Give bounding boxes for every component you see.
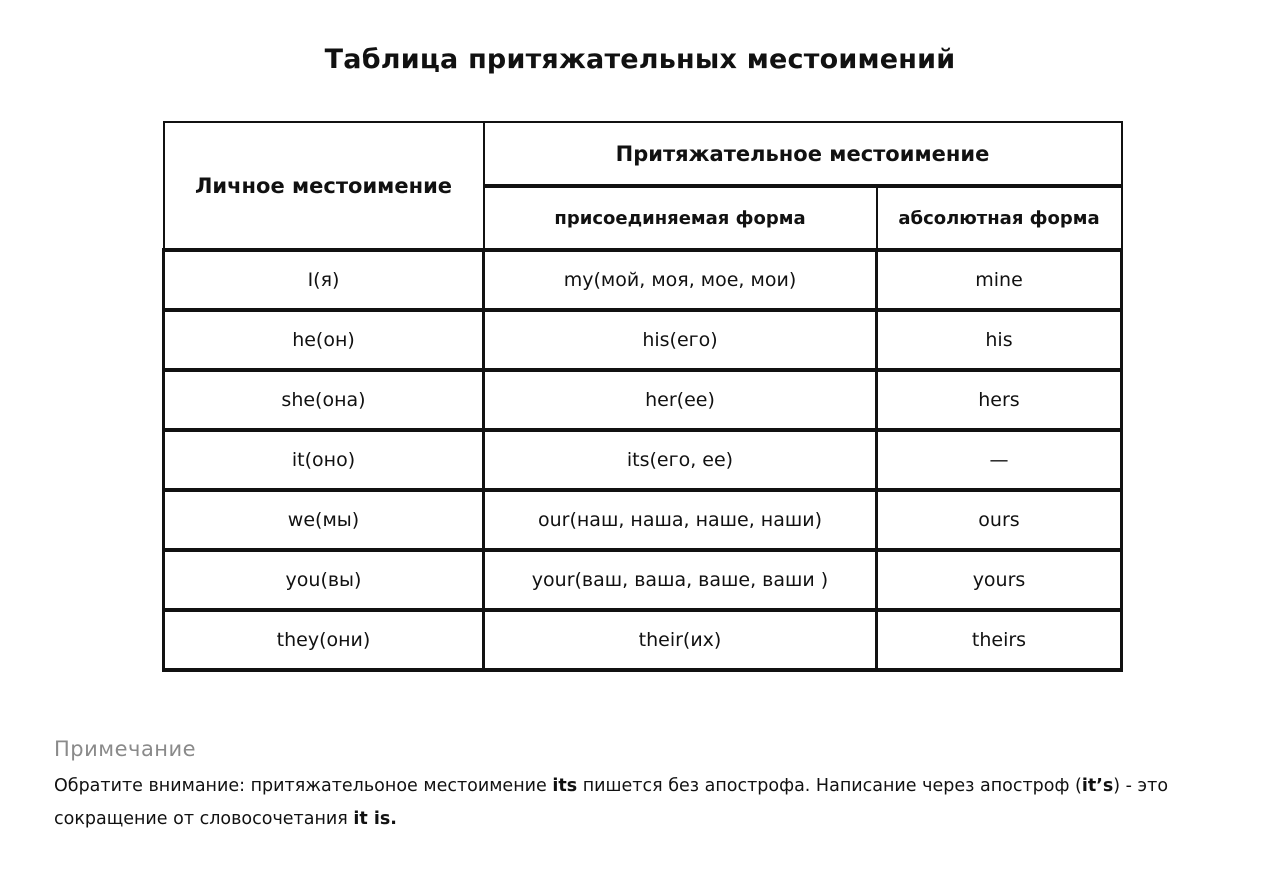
- cell-attributive: my(мой, моя, мое, мои): [484, 250, 877, 310]
- cell-attributive: its(его, ее): [484, 430, 877, 490]
- cell-attributive: their(их): [484, 610, 877, 670]
- cell-personal: it(оно): [164, 430, 484, 490]
- cell-personal: I(я): [164, 250, 484, 310]
- note-text-part: ) - это сокращение от словосочетания: [54, 776, 1169, 829]
- cell-attributive: her(ее): [484, 370, 877, 430]
- note-text-part: Обратите внимание: притяжательоное местоимение: [54, 776, 553, 796]
- table-header: [164, 122, 1122, 250]
- table-row: [164, 550, 1122, 610]
- table-body: [164, 250, 1122, 670]
- cell-attributive: our(наш, наша, наше, наши): [484, 490, 877, 550]
- cell-absolute: mine: [877, 250, 1122, 310]
- cell-absolute: his: [877, 310, 1122, 370]
- cell-absolute: hers: [877, 370, 1122, 430]
- note-text-part: пишется без апострофа. Написание через апостроф (: [577, 776, 1082, 796]
- cell-attributive: your(ваш, ваша, ваше, ваши ): [484, 550, 877, 610]
- cell-attributive: his(его): [484, 310, 877, 370]
- cell-absolute: theirs: [877, 610, 1122, 670]
- cell-personal: she(она): [164, 370, 484, 430]
- table-row: [164, 430, 1122, 490]
- page-title: Таблица притяжательных местоимений: [324, 44, 956, 75]
- note-text: [54, 770, 1244, 836]
- cell-absolute: —: [877, 430, 1122, 490]
- table-row: [164, 610, 1122, 670]
- note-bold-its: its: [552, 776, 578, 796]
- cell-personal: they(они): [164, 610, 484, 670]
- note-bold-it-is: it is.: [353, 809, 397, 829]
- note-bold-its-apostrophe: it’s: [1081, 776, 1114, 796]
- cell-personal: he(он): [164, 310, 484, 370]
- header-absolute-form: абсолютная форма: [877, 186, 1122, 250]
- pronoun-table: [162, 121, 1123, 672]
- table-row: [164, 250, 1122, 310]
- table-row: [164, 490, 1122, 550]
- cell-absolute: yours: [877, 550, 1122, 610]
- cell-personal: we(мы): [164, 490, 484, 550]
- cell-absolute: ours: [877, 490, 1122, 550]
- header-personal-pronoun: Личное местоимение: [164, 122, 484, 250]
- header-possessive-pronoun: Притяжательное местоимение: [484, 122, 1122, 186]
- note-heading: Примечание: [54, 737, 197, 761]
- table-row: [164, 370, 1122, 430]
- cell-personal: you(вы): [164, 550, 484, 610]
- table-row: [164, 310, 1122, 370]
- header-attributive-form: присоединяемая форма: [484, 186, 877, 250]
